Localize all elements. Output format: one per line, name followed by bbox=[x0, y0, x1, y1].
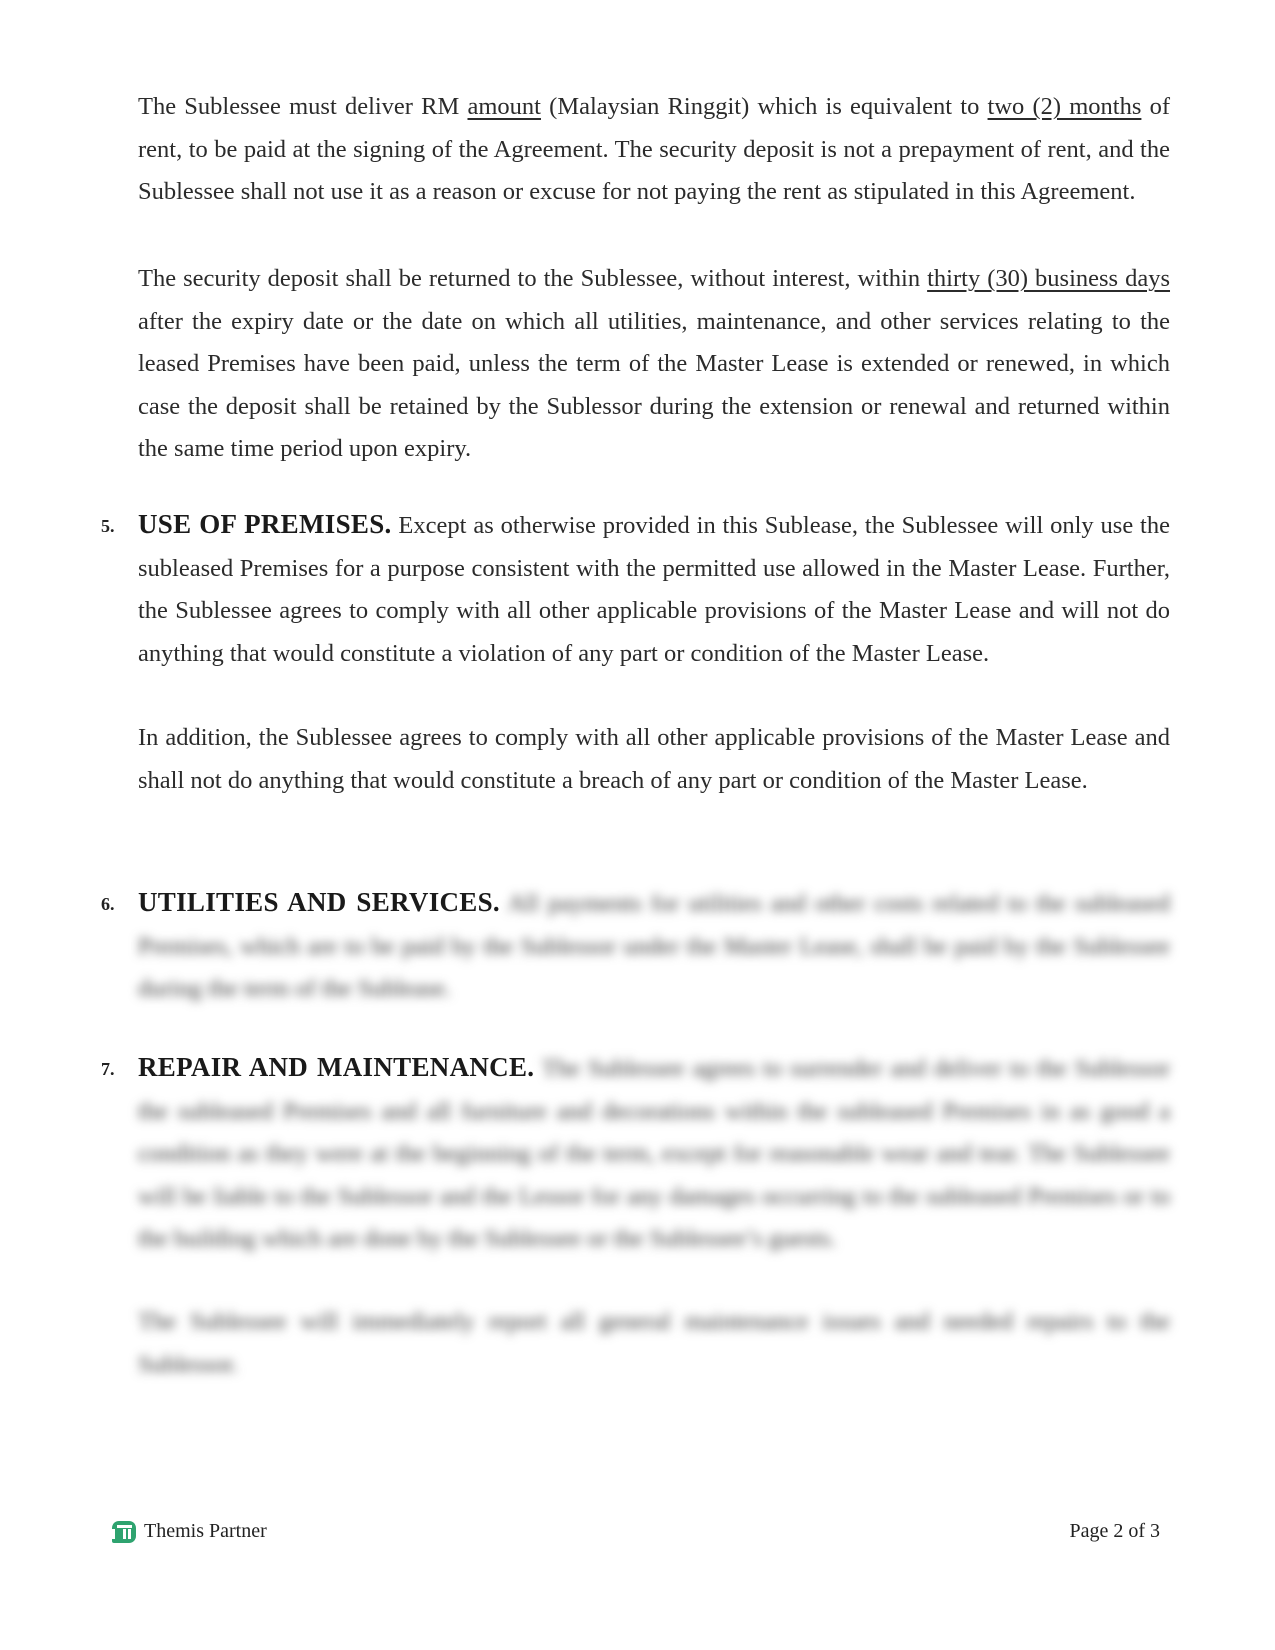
section-use-of-premises bbox=[138, 503, 1170, 675]
blurred-section-text: All payments for utilities and other costs related to the subleased Premises, which are to be paid by the Sublessor under the Master Lease, shall be paid by the Sublessee during the term of the Sublease. bbox=[138, 890, 1170, 1002]
section-number: 6. bbox=[101, 894, 115, 914]
section-utilities-and-services bbox=[138, 881, 1170, 1011]
deposit-text-a: The Sublessee must deliver RM bbox=[138, 93, 468, 120]
deposit-amount-field: amount bbox=[467, 93, 541, 120]
return-text-a: The security deposit shall be returned to the Sublessee, without interest, within bbox=[138, 265, 928, 292]
return-period-field: thirty (30) business days bbox=[927, 265, 1171, 292]
section-heading: REPAIR AND MAINTENANCE. bbox=[138, 1052, 535, 1082]
page-number: Page 2 of 3 bbox=[1069, 1520, 1160, 1542]
deposit-paragraph-2 bbox=[138, 258, 1170, 471]
deposit-text-b: (Malaysian Ringgit) which is equivalent to bbox=[540, 93, 988, 120]
section-heading: UTILITIES AND SERVICES. bbox=[138, 887, 500, 917]
blurred-section-text: The Sublessee agrees to surrender and deliver to the Sublessor the subleased Premises and all furniture and decorations within the subleased Premises in as good a condition as they were at the beginning of the term, except for reasonable wear and tear. The Sublessee will be liable to the Sublessor and the Lessor for any damages occurring to the subleased Premises or to the building which are done by the Sublessee or the Sublessee’s guests. bbox=[138, 1055, 1170, 1252]
deposit-text-c: of rent, to be paid at the signing of the Agreement. The security deposit is not a prepayment of rent, and the Sublessee shall not use it as a reason or excuse for not paying the rent as stipulated in this Agreement. bbox=[138, 93, 1171, 205]
section-text: Except as otherwise provided in this Sublease, the Sublessee will only use the subleased Premises for a purpose consistent with the permitted use allowed in the Master Lease. Further, the Sublessee agrees to comply with all other applicable provisions of the Master Lease and will not do anything that would constitute a violation of any part or condition of the Master Lease. bbox=[138, 512, 1170, 667]
section-heading: USE OF PREMISES. bbox=[138, 509, 392, 539]
blurred-section-text: The Sublessee will immediately report all general maintenance issues and needed repairs to the Sublessor. bbox=[138, 1308, 1170, 1378]
themis-logo-icon bbox=[112, 1521, 136, 1543]
section-5-paragraph-2 bbox=[138, 717, 1170, 802]
section-number: 5. bbox=[101, 516, 115, 536]
deposit-term-field: two (2) months bbox=[987, 93, 1142, 120]
section-repair-and-maintenance bbox=[138, 1046, 1170, 1261]
return-text-b: after the expiry date or the date on which all utilities, maintenance, and other services relating to the leased Premises have been paid, unless the term of the Master Lease is extended or renewed, in which case the deposit shall be retained by the Sublessor during the extension or renewal and returned within the same time period upon expiry. bbox=[138, 307, 1170, 462]
section-text: In addition, the Sublessee agrees to comply with all other applicable provisions of the Master Lease and shall not do anything that would constitute a breach of any part or condition of the Master Lease. bbox=[138, 724, 1170, 794]
footer-brand bbox=[112, 1520, 267, 1543]
deposit-paragraph-1 bbox=[138, 86, 1170, 214]
brand-name: Themis Partner bbox=[144, 1520, 267, 1542]
section-7-paragraph-2 bbox=[138, 1301, 1170, 1386]
section-number: 7. bbox=[101, 1059, 115, 1079]
